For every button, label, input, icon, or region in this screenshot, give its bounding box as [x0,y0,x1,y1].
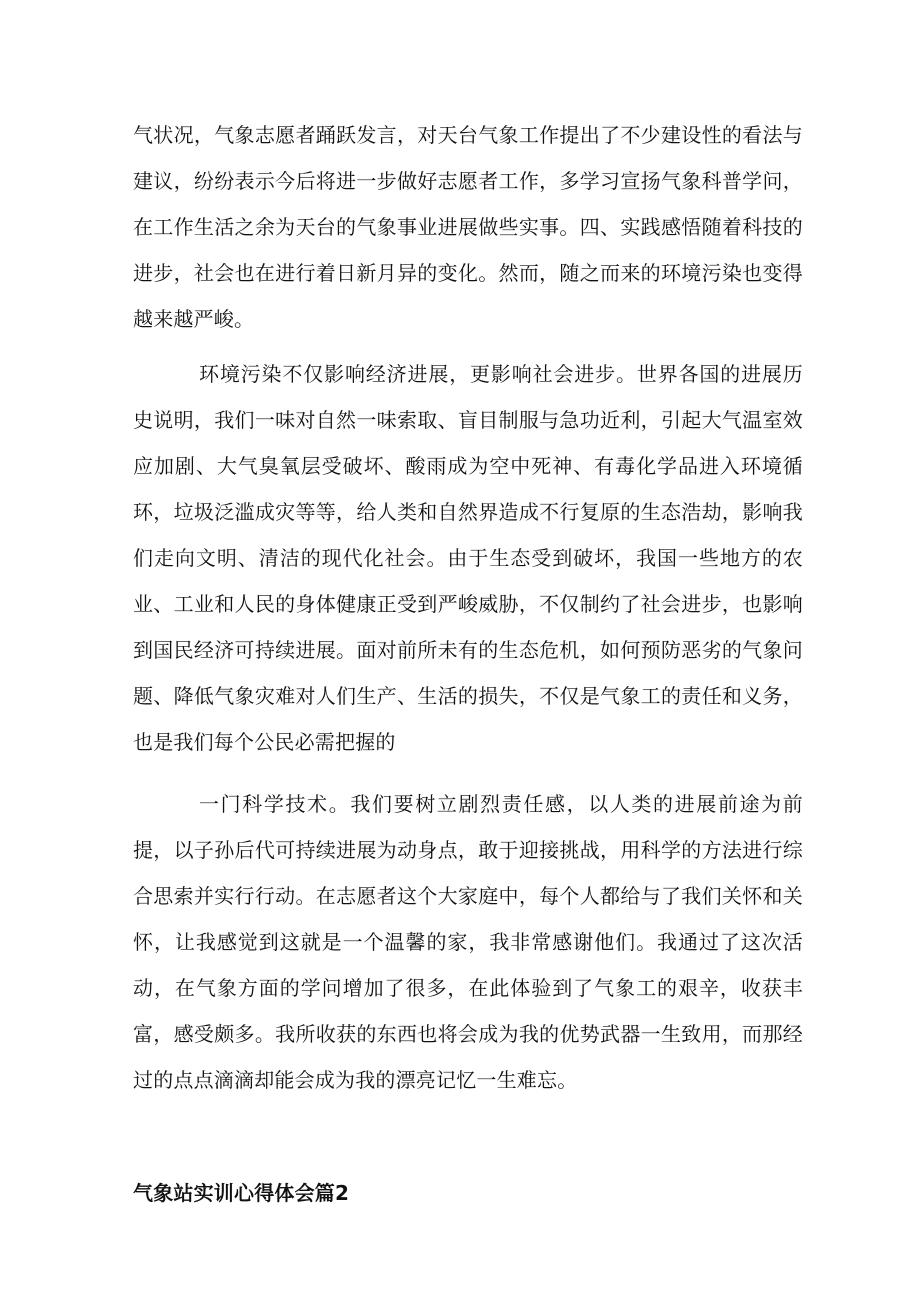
section-heading: 气象站实训心得体会篇2 [133,1181,350,1205]
paragraph-weather-volunteers: 气状况，气象志愿者踊跃发言，对天台气象工作提出了不少建设性的看法与建议，纷纷表示今后将进一步做好志愿者工作，多学习宣扬气象科普学问，在工作生活之余为天台的气象事业进展做些实事。四、实践感悟随着科技的进步，社会也在进行着日新月异的变化。然而，随之而来的环境污染也变得越来越严峻。 [133,123,803,331]
paragraph-environmental-pollution: 环境污染不仅影响经济进展，更影响社会进步。世界各国的进展历史说明，我们一味对自然一味索取、盲目制服与急功近利，引起大气温室效应加剧、大气臭氧层受破坏、酸雨成为空中死神、有毒化学品进入环境循环，垃圾泛滥成灾等等，给人类和自然界造成不行复原的生态浩劫，影响我们走向文明、清洁的现代化社会。由于生态受到破坏，我国一些地方的农业、工业和人民的身体健康正受到严峻威胁，不仅制约了社会进步，也影响到国民经济可持续进展。面对前所未有的生态危机，如何预防恶劣的气象问题、降低气象灾难对人们生产、生活的损失，不仅是气象工的责任和义务，也是我们每个公民必需把握的 [133,362,803,754]
paragraph-science-technology: 一门科学技术。我们要树立剧烈责任感，以人类的进展前途为前提，以子孙后代可持续进展为动身点，敢于迎接挑战，用科学的方法进行综合思索并实行行动。在志愿者这个大家庭中，每个人都给与了我们关怀和关怀，让我感觉到这就是一个温馨的家，我非常感谢他们。我通过了这次活动，在气象方面的学问增加了很多，在此体验到了气象工的艰辛，收获丰富，感受颇多。我所收获的东西也将会成为我的优势武器一生致用，而那经过的点点滴滴却能会成为我的漂亮记忆一生难忘。 [133,792,803,1092]
